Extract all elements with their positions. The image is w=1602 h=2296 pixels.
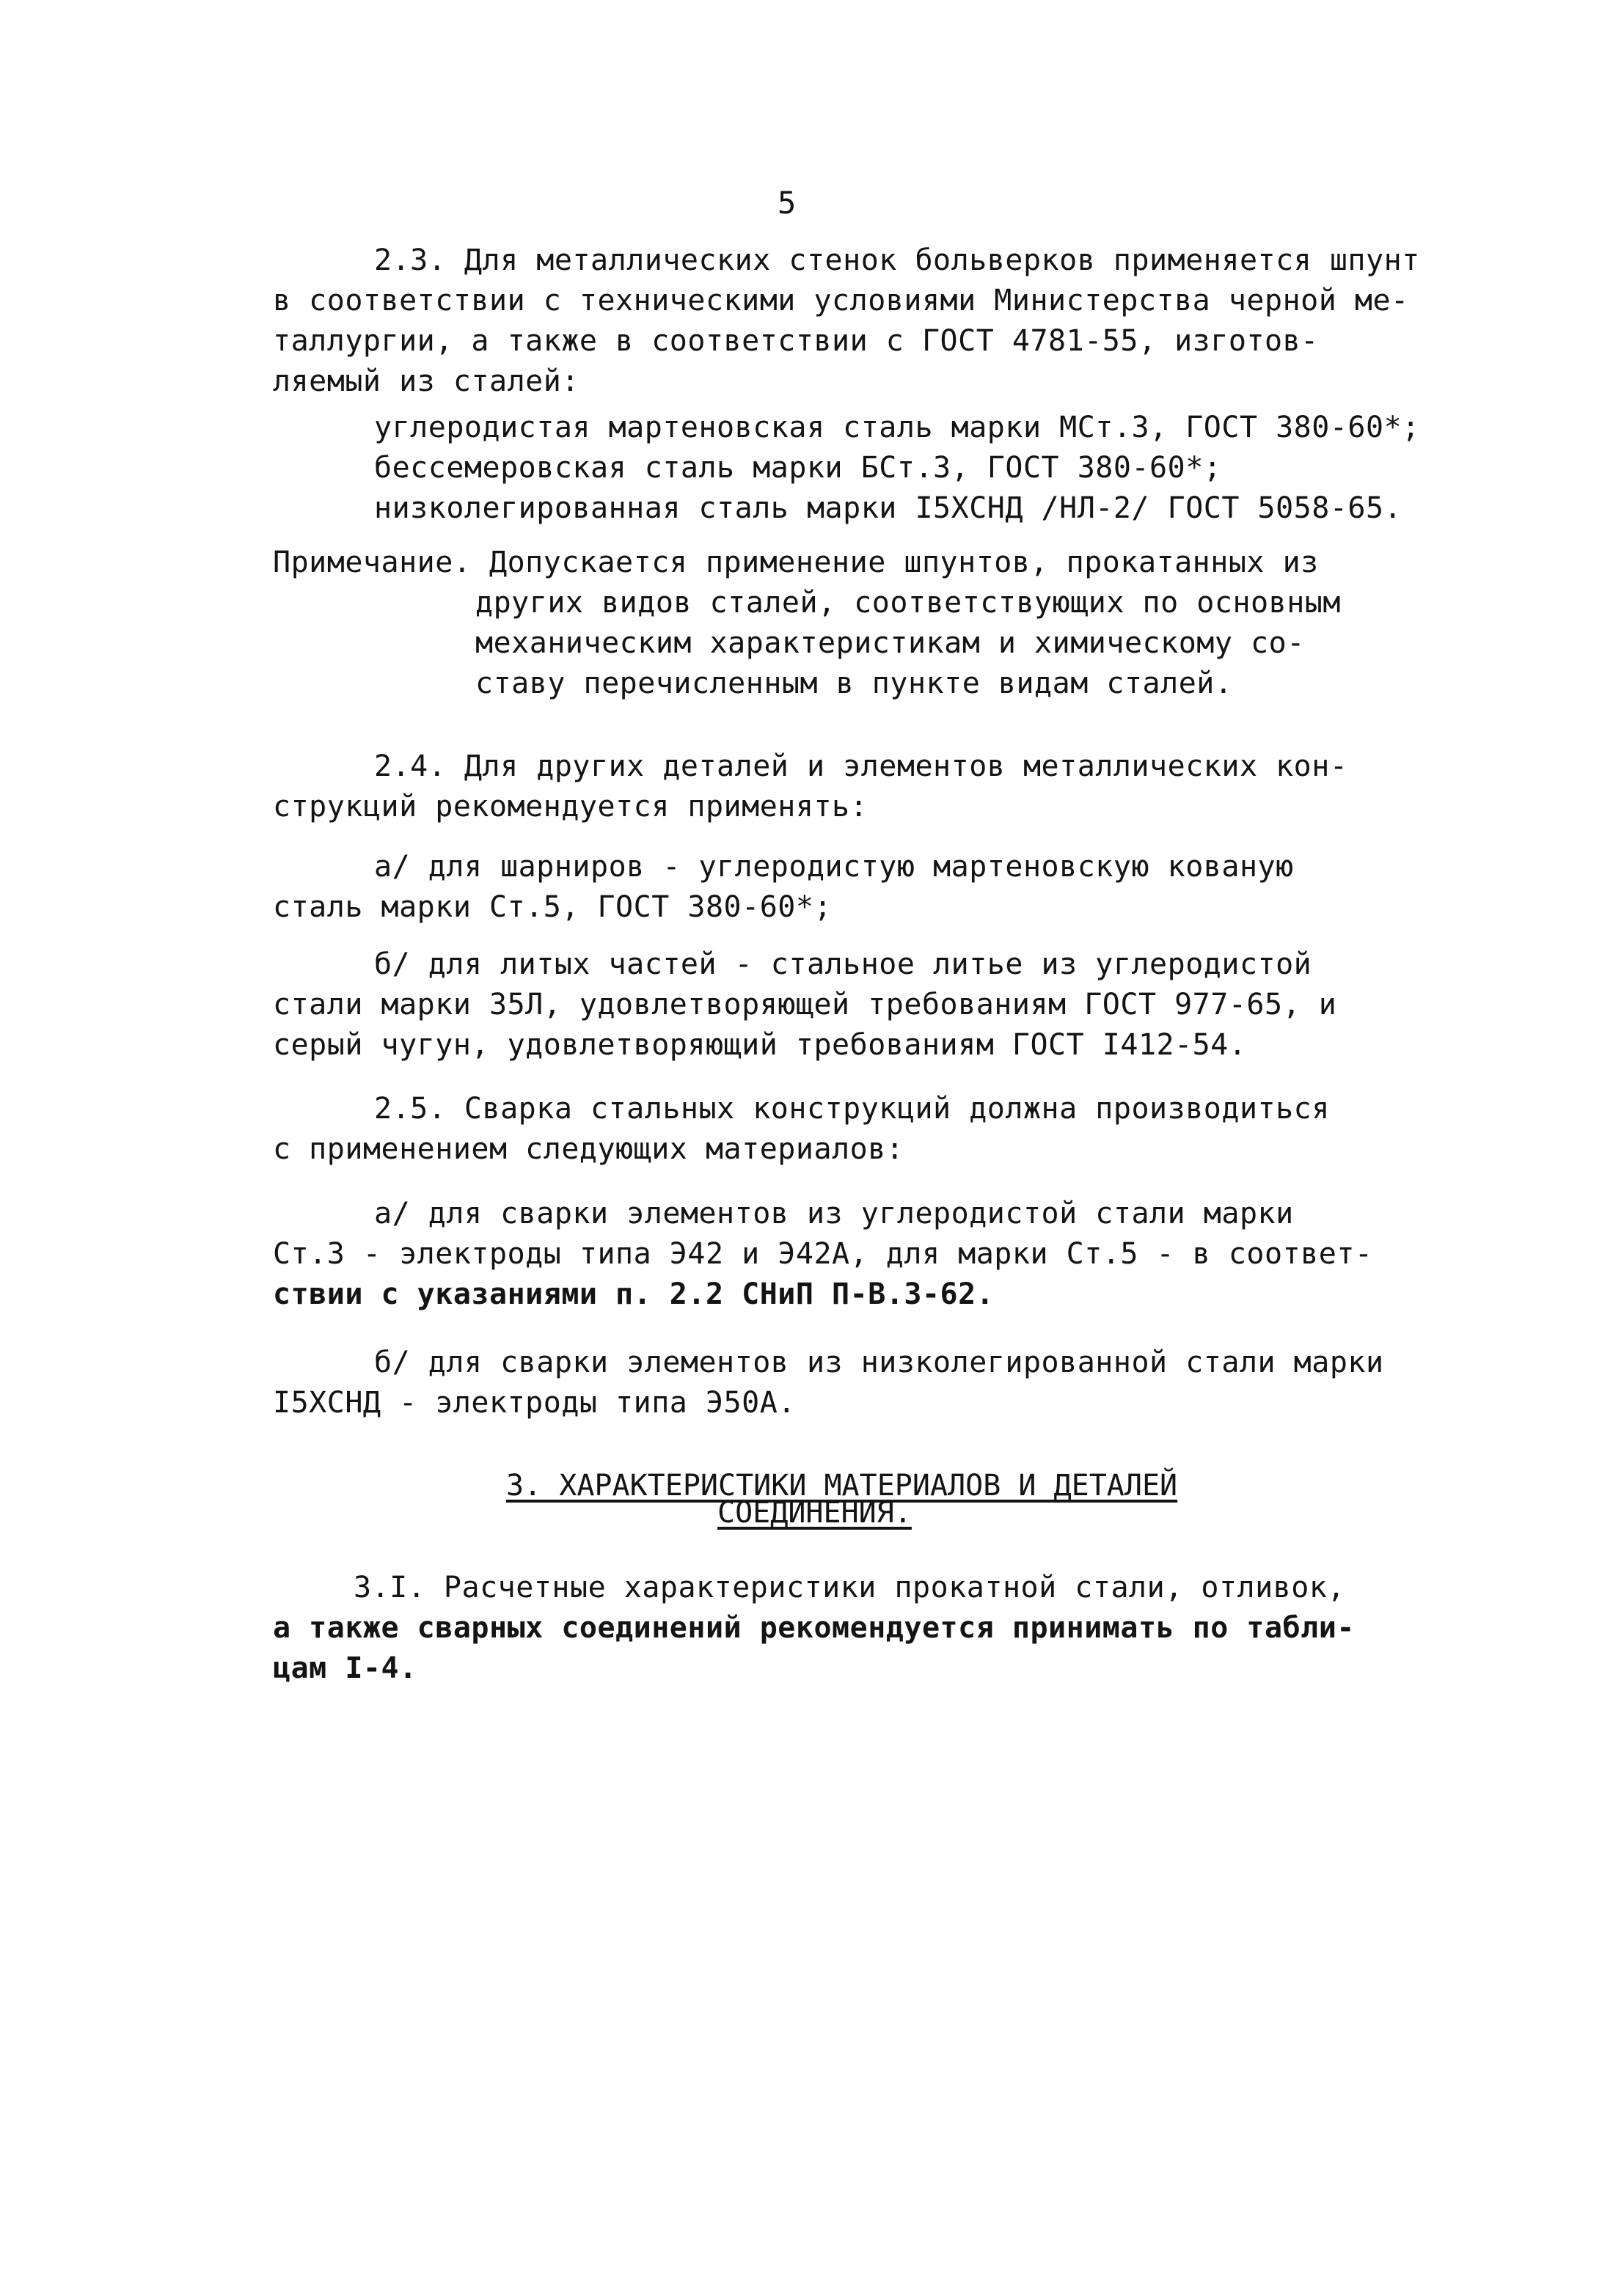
text-line: ствии с указаниями п. 2.2 СНиП П-В.3-62. (273, 1277, 995, 1311)
list-item: низколегированная сталь марки I5ХСНД /НЛ-2/ ГОСТ 5058-65. (374, 491, 1402, 525)
text-line: с применением следующих материалов: (273, 1132, 904, 1166)
text-line: б/ для литых частей - стальное литье из углеродистой (374, 947, 1312, 981)
text-line: серый чугун, удовлетворяющий требованиям ГОСТ I412-54. (273, 1028, 1247, 1062)
text-line: а/ для шарниров - углеродистую мартеновскую кованую (374, 850, 1294, 884)
heading-line: 3. ХАРАКТЕРИСТИКИ МАТЕРИАЛОВ И ДЕТАЛЕЙ (506, 1469, 1178, 1503)
text-line: 2.4. Для других деталей и элементов металлических кон- (374, 749, 1348, 783)
heading-line: СОЕДИНЕНИЯ. (717, 1496, 912, 1530)
text-line: Ст.3 - электроды типа Э42 и Э42А, для марки Ст.5 - в соответ- (273, 1237, 1373, 1271)
text-line: I5ХСНД - электроды типа Э50А. (273, 1386, 796, 1420)
text-line: 3.I. Расчетные характеристики прокатной стали, отливок, (354, 1571, 1346, 1604)
list-item: бессемеровская сталь марки БСт.3, ГОСТ 380-60*; (374, 451, 1222, 485)
text-line: 2.5. Сварка стальных конструкций должна производиться (374, 1092, 1330, 1126)
list-item: углеродистая мартеновская сталь марки МСт.3, ГОСТ 380-60*; (374, 411, 1420, 444)
text-line: ляемый из сталей: (273, 364, 579, 398)
text-line: других видов сталей, соответствующих по основным (475, 586, 1341, 620)
text-line: таллургии, а также в соответствии с ГОСТ 4781-55, изготов- (273, 324, 1319, 358)
text-line: а также сварных соединений рекомендуется принимать по табли- (273, 1611, 1355, 1645)
text-line: Примечание. Допускается применение шпунтов, прокатанных из (273, 546, 1319, 579)
text-line: стали марки 35Л, удовлетворяющей требованиям ГОСТ 977-65, и (273, 988, 1337, 1022)
text-line: механическим характеристикам и химическому со- (475, 626, 1305, 660)
text-line: б/ для сварки элементов из низколегированной стали марки (374, 1346, 1384, 1379)
text-line: в соответствии с техническими условиями Министерства черной ме- (273, 284, 1409, 318)
page-number: 5 (778, 185, 797, 221)
text-line: струкций рекомендуется применять: (273, 790, 868, 824)
text-line: цам I-4. (273, 1651, 417, 1685)
text-line: а/ для сварки элементов из углеродистой стали марки (374, 1197, 1294, 1230)
text-line: ставу перечисленным в пункте видам сталей. (475, 667, 1233, 700)
text-line: 2.3. Для металлических стенок больверков применяется шпунт (374, 243, 1420, 277)
text-line: сталь марки Ст.5, ГОСТ 380-60*; (273, 890, 833, 924)
